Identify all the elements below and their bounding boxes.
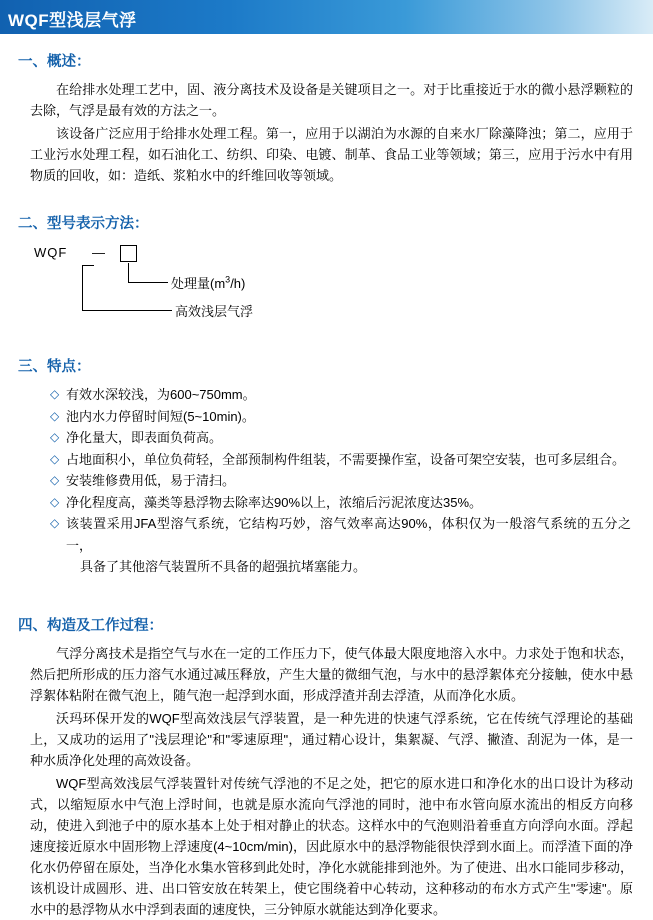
structure-paragraphs <box>12 643 641 920</box>
diamond-bullet-icon: ◇ <box>50 516 60 530</box>
list-item <box>50 427 631 449</box>
model-placeholder-box <box>120 245 137 262</box>
diamond-bullet-icon: ◇ <box>50 451 60 466</box>
page-title: WQF型浅层气浮 <box>8 11 137 30</box>
feature-text-continued: 具备了其他溶气装置所不具备的超强抗堵塞能力。 <box>80 559 367 574</box>
section-heading-features: 三、特点： <box>18 359 91 375</box>
list-item <box>50 406 631 428</box>
section-heading-model: 二、型号表示方法： <box>18 216 149 232</box>
overview-paragraph-1: 在给排水处理工艺中，固、液分离技术及设备是关键项目之一。对于比重接近于水的微小悬浮颗粒的去除，气浮是最有效的方法之一。 <box>30 82 633 118</box>
list-item <box>50 513 631 578</box>
list-item <box>50 470 631 492</box>
feature-text: 有效水深较浅，为600~750mm。 <box>66 387 256 402</box>
feature-text: 该装置采用JFA型溶气系统，它结构巧妙，溶气效率高达90%，体积仅为一般溶气系统的五分之一， <box>66 516 631 553</box>
page-header-banner <box>0 0 653 34</box>
feature-text: 安装维修费用低，易于清扫。 <box>66 473 236 488</box>
model-capacity-label <box>171 273 245 292</box>
structure-paragraph-1: 气浮分离技术是指空气与水在一定的工作压力下，使气体最大限度地溶入水中。力求处于饱和状态，然后把所形成的压力溶气水通过减压释放，产生大量的微细气泡，与水中的悬浮絮体充分接触，使水中悬浮絮体粘附在微气泡上，随气泡一起浮到水面，形成浮渣并刮去浮渣，从而净化水质。 <box>30 645 633 703</box>
section-heading-overview: 一、概述： <box>18 54 91 70</box>
model-type-label: 高效浅层气浮 <box>175 304 254 319</box>
feature-text: 净化量大，即表面负荷高。 <box>66 430 223 445</box>
model-prefix-label: WQF <box>34 245 68 260</box>
diamond-bullet-icon: ◇ <box>50 387 60 401</box>
diamond-bullet-icon: ◇ <box>50 494 60 509</box>
model-dash: — <box>92 245 105 260</box>
model-capacity-superscript: 3 <box>225 274 231 285</box>
diamond-bullet-icon: ◇ <box>50 408 60 423</box>
leader-line-vertical-1 <box>128 263 129 283</box>
model-diagram <box>34 243 641 329</box>
structure-paragraph-3: WQF型高效浅层气浮装置针对传统气浮池的不足之处，把它的原水进口和净化水的出口设计为移动式，以缩短原水中气泡上浮时间，也就是原水流向气浮池的同时，池中布水管向原水流出的相反方向移动，使进入到池子中的原水基本上处于相对静止的状态。这样水中的气泡则沿着垂直方向浮向水面。浮起速度接近原水中固形物上浮速度(4~10cm/min)，因此原水中的悬浮物能很快浮到水面上。而浮渣下面的净化水仍停留在原处，当净化水集水管移到此处时，净化水就能排到池外。为了使进、出水口能同步移动，该机设计成圆形、进、出口管安放在转架上，使它围绕着中心转动，这种移动的布水方式产生"零速"。原水中的悬浮物从水中浮到表面的速度快，三分钟原水就能达到净化要求。 <box>30 775 633 917</box>
model-capacity-text: 处理量(m <box>171 276 226 291</box>
overview-paragraphs <box>12 79 641 186</box>
list-item <box>50 449 631 471</box>
section-heading-structure: 四、构造及工作过程： <box>18 617 163 634</box>
leader-line-horizontal-1 <box>128 282 168 283</box>
leader-line-horizontal-2 <box>82 310 172 311</box>
feature-text: 池内水力停留时间短(5~10min)。 <box>66 408 255 424</box>
structure-paragraph-2: 沃玛环保开发的WQF型高效浅层气浮装置，是一种先进的快速气浮系统，它在传统气浮理论的基础上，又成功的运用了"浅层理论"和"零速原理"，通过精心设计，集絮凝、气浮、撇渣、刮泥为一体，是一种水质净化处理的高效设备。 <box>30 710 633 768</box>
leader-line-vertical-2 <box>82 265 83 311</box>
leader-line-top-2 <box>82 265 94 266</box>
diamond-bullet-icon: ◇ <box>50 473 60 487</box>
list-item <box>50 492 631 514</box>
overview-paragraph-2: 该设备广泛应用于给排水处理工程。第一，应用于以湖泊为水源的自来水厂除藻降浊；第二，应用于工业污水处理工程，如石油化工、纺织、印染、电镀、制革、食品工业等领域；第三，应用于污水中有用物质的回收，如：造纸、浆粕水中的纤维回收等领域。 <box>30 126 633 183</box>
list-item <box>50 384 631 406</box>
feature-text: 净化程度高，藻类等悬浮物去除率达90%以上，浓缩后污泥浓度达35%。 <box>66 494 483 510</box>
document-content <box>0 50 653 920</box>
feature-text: 占地面积小，单位负荷轻，全部预制构件组装，不需要操作室，设备可架空安装，也可多层组合。 <box>66 451 626 467</box>
feature-list <box>12 384 641 578</box>
diamond-bullet-icon: ◇ <box>50 430 60 444</box>
model-capacity-unit: /h) <box>230 276 246 291</box>
